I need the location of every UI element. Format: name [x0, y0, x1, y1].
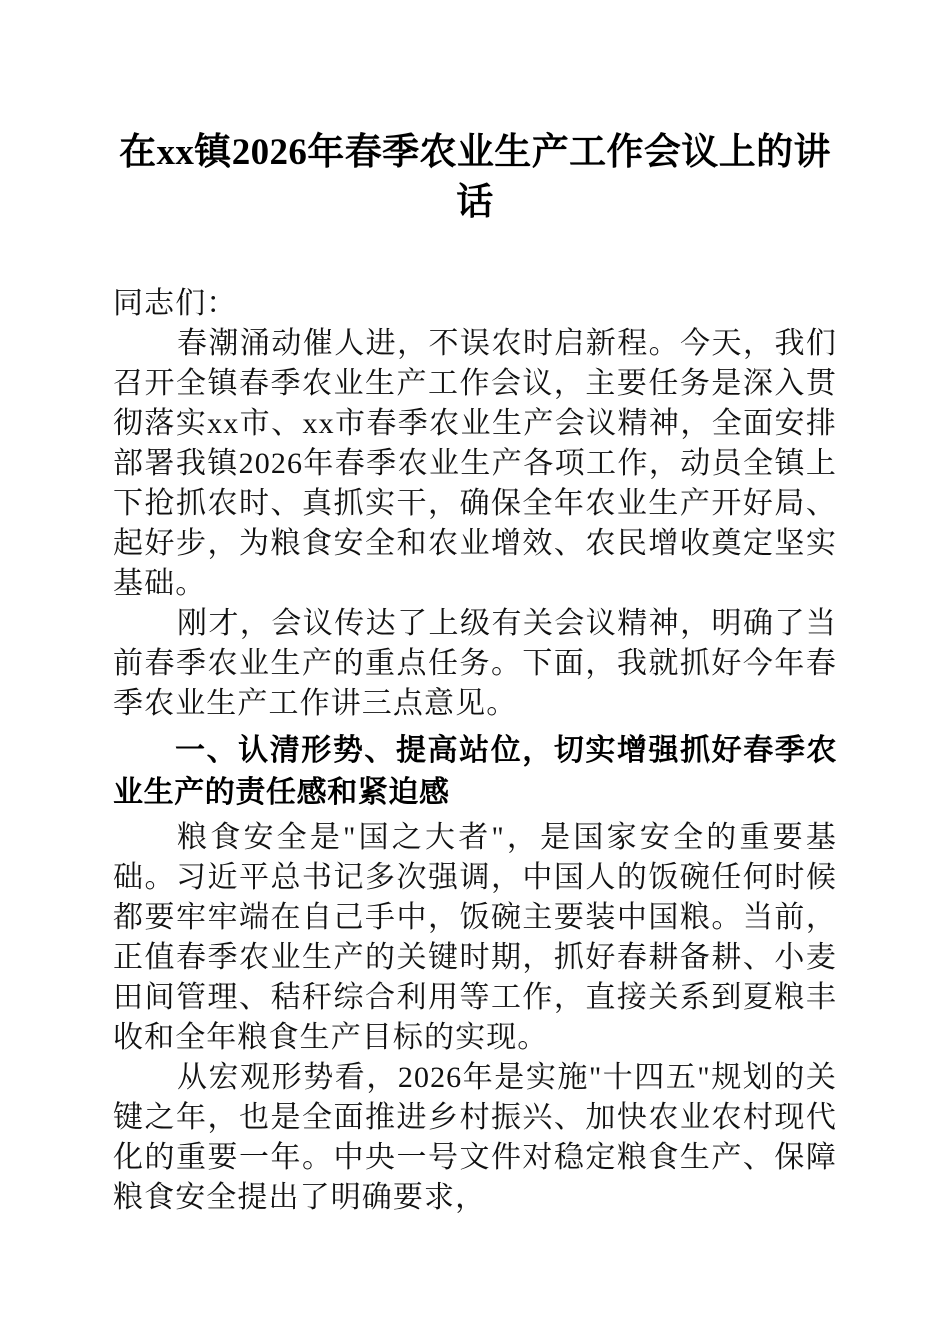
page-title: 在xx镇2026年春季农业生产工作会议上的讲话: [119, 132, 831, 223]
paragraph-macro-situation: 从宏观形势看，2026年是实施"十四五"规划的关键之年，也是全面推进乡村振兴、加快农业农村现代化的重要一年。中央一号文件对稳定粮食生产、保障粮食安全提出了明确要求，: [113, 1061, 837, 1214]
salutation: 同志们：: [113, 287, 238, 320]
paragraph-transition: 刚才，会议传达了上级有关会议精神，明确了当前春季农业生产的重点任务。下面，我就抓好今年春季农业生产工作讲三点意见。: [113, 607, 837, 720]
document-content: [113, 0, 837, 1218]
paragraph-food-security: 粮食安全是"国之大者"，是国家安全的重要基础。习近平总书记多次强调，中国人的饭碗任何时候都要牢牢端在自己手中，饭碗主要装中国粮。当前，正值春季农业生产的关键时期，抓好春耕备耕、小麦田间管理、秸秆综合利用等工作，直接关系到夏粮丰收和全年粮食生产目标的实现。: [113, 821, 837, 1054]
section-heading-one: 一、认清形势、提高站位，切实增强抓好春季农业生产的责任感和紧迫感: [113, 734, 837, 809]
paragraph-opening: 春潮涌动催人进，不误农时启新程。今天，我们召开全镇春季农业生产工作会议，主要任务是深入贯彻落实xx市、xx市春季农业生产会议精神，全面安排部署我镇2026年春季农业生产各项工作，动员全镇上下抢抓农时、真抓实干，确保全年农业生产开好局、起好步，为粮食安全和农业增效、农民增收奠定坚实基础。: [113, 327, 837, 600]
